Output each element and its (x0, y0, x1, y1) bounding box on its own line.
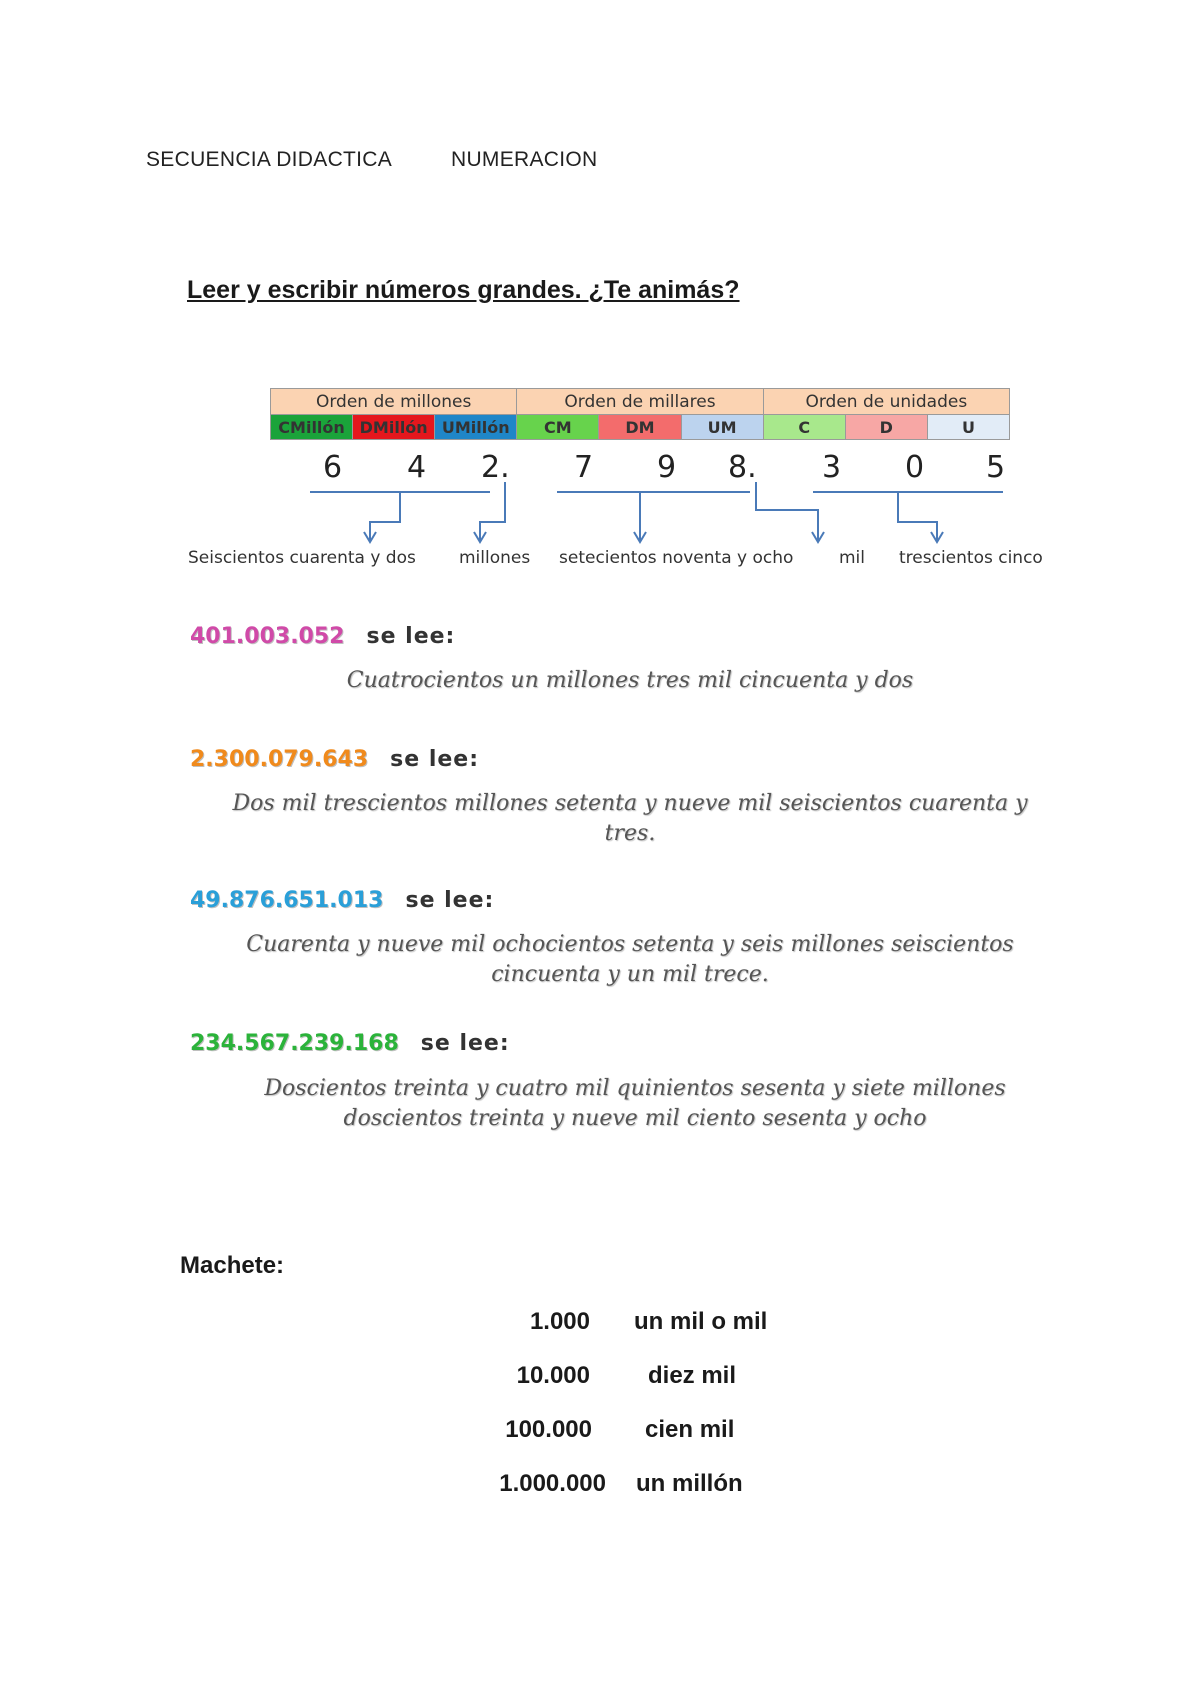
machete-label: Machete: (180, 1252, 285, 1279)
digit-5: 9 (657, 450, 677, 485)
digit-9: 5 (986, 450, 1006, 485)
example-1-heading (190, 624, 455, 649)
caption-5: trescientos cinco (899, 548, 1043, 568)
example-3-text: Cuarenta y nueve mil ochocientos setenta y seis millones seiscientos cincuenta y un mil trece. (246, 932, 1014, 987)
machete-words: un millón (636, 1470, 743, 1497)
col-dmillon: DMillón (353, 415, 435, 440)
example-4-number: 234.567.239.168 (190, 1031, 399, 1056)
col-cmillon: CMillón (271, 415, 353, 440)
digit-3: 2. (481, 450, 510, 485)
col-umillon: UMillón (435, 415, 517, 440)
caption-1: Seiscientos cuarenta y dos (188, 548, 416, 568)
digit-7: 3 (822, 450, 842, 485)
header-left: SECUENCIA DIDACTICA (146, 148, 393, 171)
example-4-se-lee: se lee: (420, 1031, 510, 1056)
example-3-number: 49.876.651.013 (190, 888, 384, 913)
machete-number: 100.000 (505, 1416, 592, 1443)
example-3-se-lee: se lee: (405, 888, 495, 913)
example-3-heading (190, 888, 494, 913)
group-millones: Orden de millones (271, 389, 517, 415)
header-right: NUMERACION (451, 148, 598, 171)
caption-2: millones (459, 548, 531, 568)
machete-words: cien mil (645, 1416, 735, 1443)
example-4-text: Doscientos treinta y cuatro mil quinientos sesenta y siete millones doscientos treinta y nueve mil ciento sesenta y ocho (264, 1076, 1006, 1131)
col-c: C (763, 415, 845, 440)
example-2-se-lee: se lee: (390, 747, 480, 772)
example-1-se-lee: se lee: (366, 624, 456, 649)
digit-6: 8. (728, 450, 757, 485)
machete-number: 1.000.000 (499, 1470, 606, 1497)
bracket-arrows (0, 0, 1200, 560)
machete-words: diez mil (648, 1362, 737, 1389)
col-dm: DM (599, 415, 681, 440)
machete-number: 1.000 (529, 1308, 590, 1335)
page-title: Leer y escribir números grandes. ¿Te animás? (187, 276, 740, 304)
col-um: UM (681, 415, 763, 440)
example-4-heading (190, 1031, 510, 1056)
example-1-number: 401.003.052 (190, 624, 345, 649)
machete-words: un mil o mil (634, 1308, 768, 1335)
example-2-number: 2.300.079.643 (190, 747, 369, 772)
example-1-text: Cuatrocientos un millones tres mil cincuenta y dos (346, 668, 914, 693)
caption-4: mil (839, 548, 866, 568)
caption-3: setecientos noventa y ocho (559, 548, 794, 568)
digit-2: 4 (407, 450, 427, 485)
col-u: U (927, 415, 1009, 440)
col-d: D (845, 415, 927, 440)
group-millares: Orden de millares (517, 389, 763, 415)
digit-8: 0 (905, 450, 925, 485)
digit-1: 6 (323, 450, 343, 485)
example-2-heading (190, 747, 479, 772)
col-cm: CM (517, 415, 599, 440)
digit-4: 7 (574, 450, 594, 485)
example-2-text: Dos mil trescientos millones setenta y nueve mil seiscientos cuarenta y tres. (232, 791, 1028, 846)
group-unidades: Orden de unidades (763, 389, 1009, 415)
machete-number: 10.000 (516, 1362, 590, 1389)
